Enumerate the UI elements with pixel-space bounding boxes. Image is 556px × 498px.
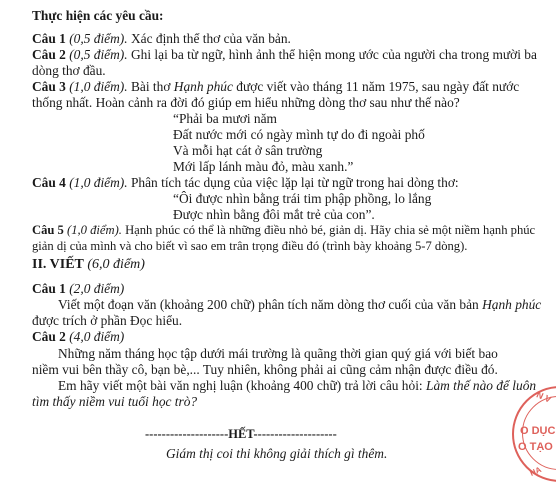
- question-3-post: được viết vào tháng 11 năm 1975, sau ngày đất nước: [236, 79, 520, 94]
- question-2-score: (0,5 điểm).: [69, 47, 128, 62]
- section-2-score: (6,0 điểm): [87, 257, 145, 272]
- question-1-text: Xác định thể thơ của văn bản.: [130, 31, 291, 46]
- poem-1-line-2: Đất nước mới có ngày mình tự do đi ngoài phố: [173, 127, 425, 142]
- question-1-score: (0,5 điểm).: [69, 31, 128, 46]
- question-4: [32, 175, 459, 191]
- poem-1-line-1: “Phải ba mươi năm: [173, 111, 277, 126]
- question-3-title: Hạnh phúc: [173, 79, 233, 94]
- question-1-label: Câu 1: [32, 31, 66, 46]
- stamp-text-line-2: O TẠO: [518, 441, 553, 453]
- question-2-text: Ghi lại ba từ ngữ, hình ảnh thể hiện mong ước của người cha trong mười ba: [130, 47, 537, 62]
- question-4-text: Phân tích tác dụng của việc lặp lại từ ngữ trong hai dòng thơ:: [130, 175, 459, 190]
- question-3-line-2: thống nhất. Hoàn cảnh ra đời đó giúp em hiểu những dòng thơ sau như thế nào?: [32, 95, 460, 110]
- writing-2-text: Em hãy viết một bài văn nghị luận (khoảng 400 chữ) trả lời câu hỏi:: [58, 378, 423, 393]
- question-3-label: Câu 3: [32, 79, 66, 94]
- question-2-line-1: [32, 47, 537, 63]
- question-4-label: Câu 4: [32, 175, 66, 190]
- question-3-score: (1,0 điểm).: [69, 79, 128, 94]
- writing-1-heading: [32, 281, 124, 297]
- writing-2-label: Câu 2: [32, 329, 66, 344]
- writing-2-line-3: [58, 378, 536, 394]
- section-2-label: II. VIẾT: [32, 257, 84, 272]
- stamp-text-line-1: O DỤC: [520, 425, 556, 437]
- question-2-label: Câu 2: [32, 47, 66, 62]
- poem-1-line-3: Và mỗi hạt cát ở sân trường: [173, 143, 323, 158]
- writing-1-label: Câu 1: [32, 281, 66, 296]
- writing-1-line-2: được trích ở phần Đọc hiểu.: [32, 313, 183, 328]
- writing-2-heading: [32, 329, 124, 345]
- stamp-text-bottom: HA: [528, 465, 543, 478]
- instructions-heading: Thực hiện các yêu cầu:: [32, 8, 164, 23]
- question-4-score: (1,0 điểm).: [69, 175, 128, 190]
- section-2-heading: [32, 257, 145, 273]
- end-marker: --------------------HẾT--------------------: [145, 427, 337, 441]
- writing-1-line-1: [58, 297, 541, 313]
- writing-1-title: Hạnh phúc: [482, 297, 542, 312]
- writing-2-line-2: niềm vui bên thầy cô, bạn bè,... Tuy nhiên, không phải ai cũng cảm nhận được điều đó.: [32, 362, 498, 377]
- question-5-line-1: [32, 223, 535, 239]
- question-3-pre: Bài thơ: [130, 79, 171, 94]
- writing-1-text: Viết một đoạn văn (khoảng 200 chữ) phân tích năm dòng thơ cuối của văn bản: [58, 297, 479, 312]
- question-5-line-2: giản dị của mình và cho biết vì sao em trân trọng điều đó (trình bày khoảng 5-7 dòng).: [32, 239, 468, 253]
- writing-2-line-1: Những năm tháng học tập dưới mái trường là quãng thời gian quý giá với biết bao: [58, 346, 498, 361]
- poem-2-line-1: “Ôi được nhìn bằng trái tim phập phồng, lo lắng: [173, 191, 432, 206]
- poem-1-line-4: Mới lấp lánh màu đỏ, màu xanh.”: [173, 159, 354, 174]
- question-2-line-2: dòng thơ đầu.: [32, 63, 106, 78]
- official-stamp: [512, 386, 556, 482]
- writing-2-question: Làm thế nào để luôn: [426, 378, 537, 393]
- writing-2-line-4: tìm thấy niềm vui tuổi học trò?: [32, 394, 198, 409]
- question-5-text: Hạnh phúc có thể là những điều nhỏ bé, giản dị. Hãy chia sẻ một niềm hạnh phúc: [125, 223, 536, 237]
- question-5-score: (1,0 điểm).: [67, 223, 122, 237]
- proctor-note: Giám thị coi thi không giải thích gì thêm.: [166, 446, 388, 461]
- question-5-label: Câu 5: [32, 223, 64, 237]
- writing-2-score: (4,0 điểm): [69, 329, 125, 344]
- poem-2-line-2: Được nhìn bằng đôi mắt trẻ của con”.: [173, 207, 375, 222]
- writing-1-score: (2,0 điểm): [69, 281, 125, 296]
- question-1: [32, 31, 291, 47]
- question-3-line-1: [32, 79, 519, 95]
- stamp-text-top: N V: [534, 389, 553, 405]
